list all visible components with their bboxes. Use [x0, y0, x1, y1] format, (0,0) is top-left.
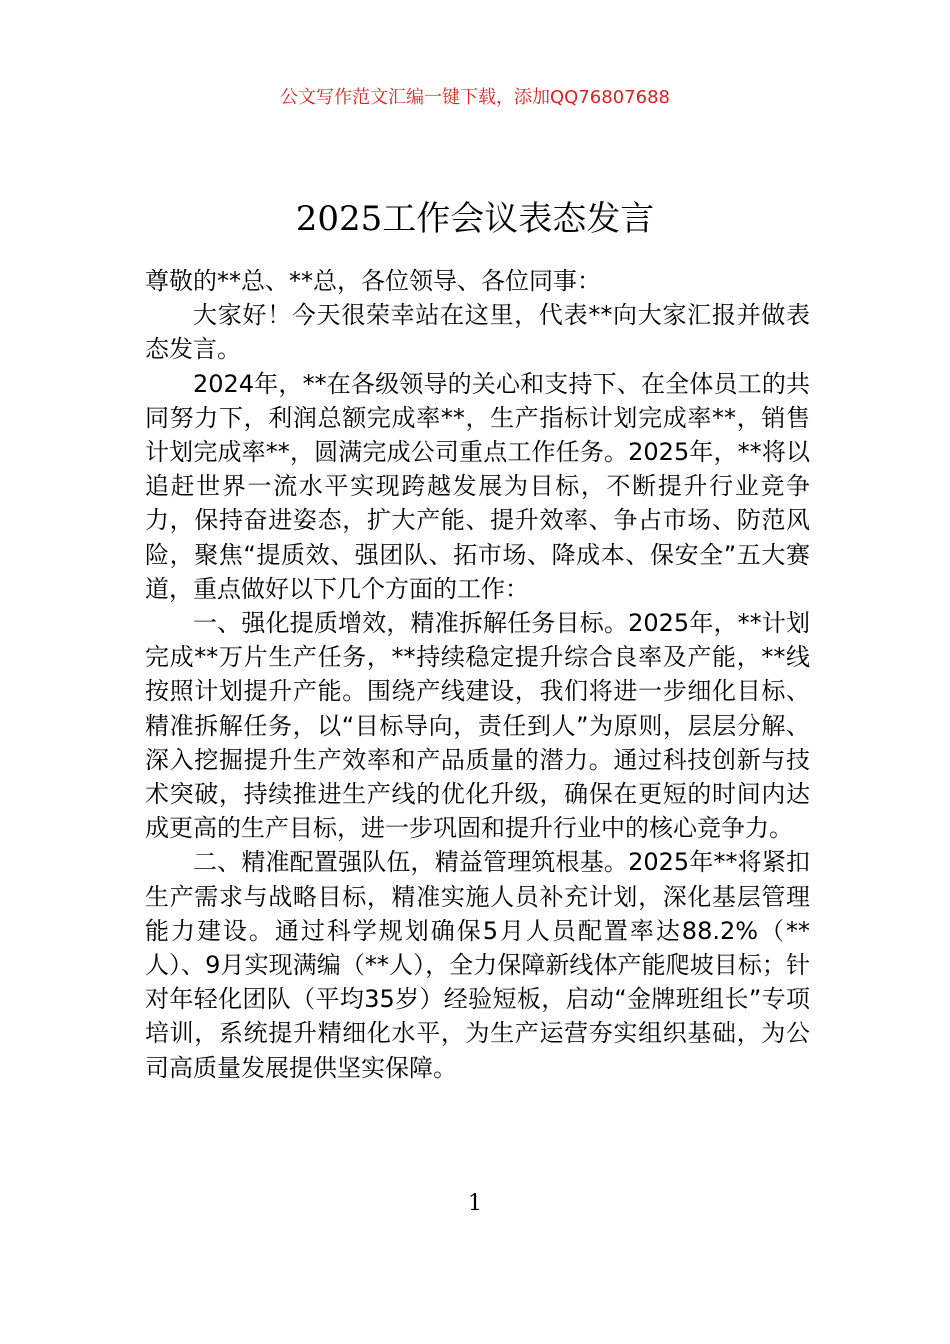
download-banner: 公文写作范文汇编一键下载，添加QQ76807688	[280, 87, 670, 108]
paragraph-section-two: 二、精准配置强队伍，精益管理筑根基。2025年**将紧扣生产需求与战略目标，精准实施人员补充计划，深化基层管理能力建设。通过科学规划确保5月人员配置率达88.2%（**人）、9月实现满编（**人），全力保障新线体产能爬坡目标；针对年轻化团队（平均35岁）经验短板，启动“金牌班组长”专项培训，系统提升精细化水平，为生产运营夯实组织基础，为公司高质量发展提供坚实保障。	[145, 848, 810, 1082]
document-title: 2025工作会议表态发言	[295, 198, 655, 239]
paragraph-section-one: 一、强化提质增效，精准拆解任务目标。2025年，**计划完成**万片生产任务，**持续稳定提升综合良率及产能，**线按照计划提升产能。围绕产线建设，我们将进一步细化目标、精准拆解任务，以“目标导向，责任到人”为原则，层层分解、深入挖掘提升生产效率和产品质量的潜力。通过科技创新与技术突破，持续推进生产线的优化升级，确保在更短的时间内达成更高的生产目标，进一步巩固和提升行业中的核心竞争力。	[145, 609, 810, 843]
page-number: 1	[468, 1191, 482, 1216]
salutation: 尊敬的**总、**总，各位领导、各位同事：	[145, 267, 601, 295]
paragraph-annual-summary: 2024年，**在各级领导的关心和支持下、在全体员工的共同努力下，利润总额完成率**，生产指标计划完成率**，销售计划完成率**，圆满完成公司重点工作任务。2025年，**将以追赶世界一流水平实现跨越发展为目标，不断提升行业竞争力，保持奋进姿态，扩大产能、提升效率、争占市场、防范风险，聚焦“提质效、强团队、拓市场、降成本、保安全”五大赛道，重点做好以下几个方面的工作：	[145, 369, 810, 603]
paragraph-greeting: 大家好！今天很荣幸站在这里，代表**向大家汇报并做表态发言。	[145, 301, 810, 364]
document-body	[145, 264, 810, 1085]
